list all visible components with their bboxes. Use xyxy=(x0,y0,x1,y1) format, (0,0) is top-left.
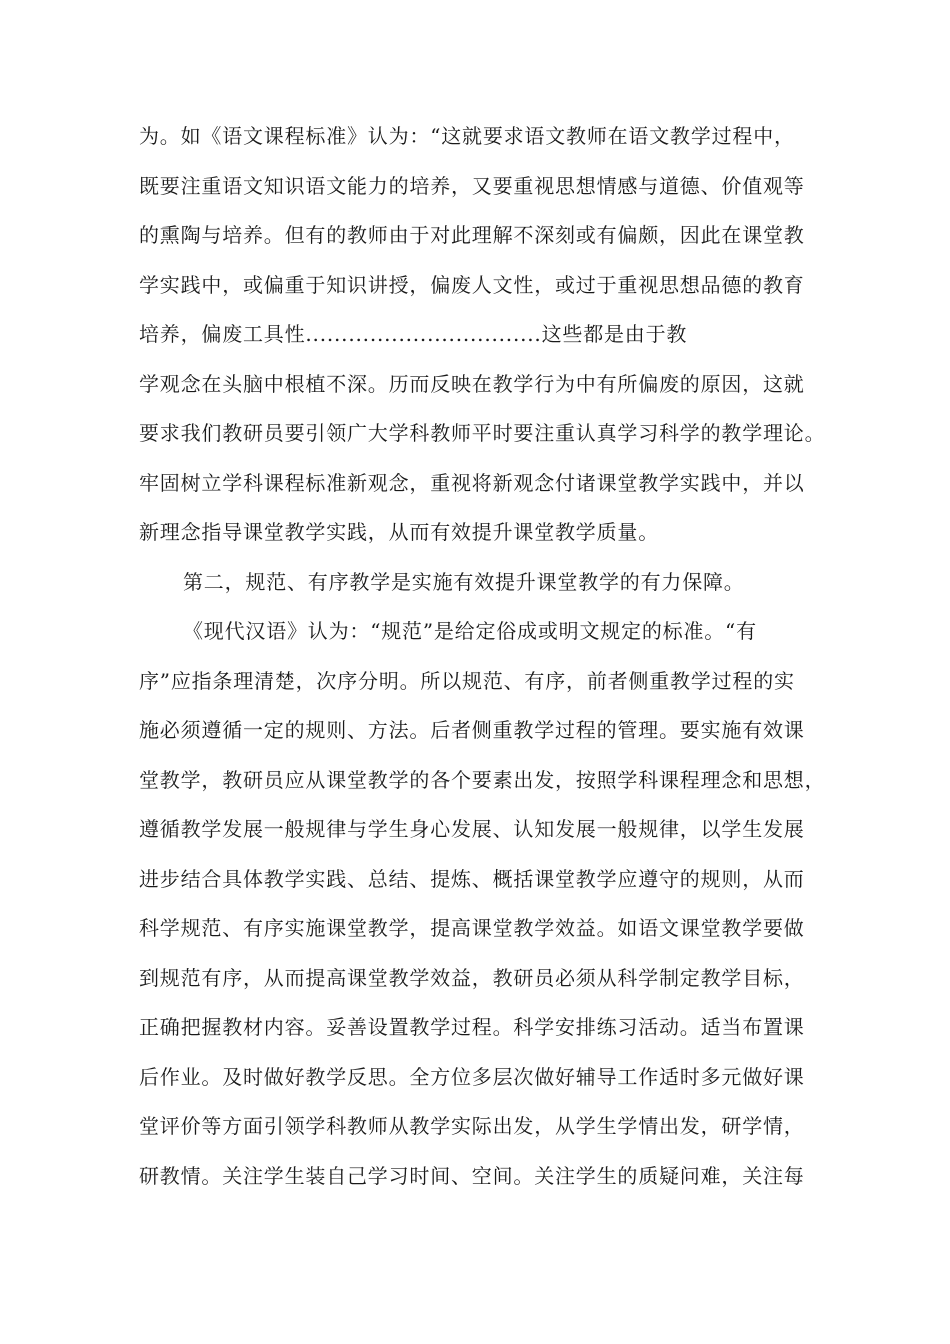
text-line: 学实践中，或偏重于知识讲授，偏废人文性，或过于重视思想品德的教育 xyxy=(139,272,805,297)
text-line: 要求我们教研员要引领广大学科教师平时要注重认真学习科学的教学理论。 xyxy=(139,421,826,445)
body-text xyxy=(139,112,829,1201)
text-line: 后作业。及时做好教学反思。全方位多层次做好辅导工作适时多元做好课 xyxy=(139,1064,805,1089)
text-line: 《现代汉语》认为：“规范”是给定俗成或明文规定的标准。“有 xyxy=(183,619,757,643)
text-line: 进步结合具体教学实践、总结、提炼、概括课堂教学应遵守的规则，从而 xyxy=(139,866,805,891)
text-line: 的熏陶与培养。但有的教师由于对此理解不深刻或有偏颇，因此在课堂教 xyxy=(139,223,805,247)
text-line: 既要注重语文知识语文能力的培养，又要重视思想情感与道德、价值观等 xyxy=(139,173,805,198)
text-line: 序”应指条理清楚，次序分明。所以规范、有序，前者侧重教学过程的实 xyxy=(139,668,795,693)
text-line: 学观念在头脑中根植不深。历而反映在教学行为中有所偏废的原因，这就 xyxy=(139,371,805,396)
text-line: 为。如《语文课程标准》认为：“这就要求语文教师在语文教学过程中， xyxy=(139,124,795,148)
text-line: 科学规范、有序实施课堂教学，提高课堂教学效益。如语文课堂教学要做 xyxy=(139,916,805,940)
text-line: 研教情。关注学生装自己学习时间、空间。关注学生的质疑问难，关注每 xyxy=(139,1163,805,1188)
text-line: 遵循教学发展一般规律与学生身心发展、认知发展一般规律，以学生发展 xyxy=(139,817,805,841)
section-heading: 第二，规范、有序教学是实施有效提升课堂教学的有力保障。 xyxy=(183,569,745,594)
text-line: 堂评价等方面引领学科教师从教学实际出发，从学生学情出发，研学情， xyxy=(139,1114,805,1138)
text-line: 到规范有序，从而提高课堂教学效益，教研员必须从科学制定教学目标， xyxy=(139,965,805,990)
text-line: 施必须遵循一定的规则、方法。后者侧重教学过程的管理。要实施有效课 xyxy=(139,718,805,742)
text-line: 培养，偏废工具性.................................这些都是由于教 xyxy=(139,322,688,346)
text-line: 新理念指导课堂教学实践，从而有效提升课堂教学质量。 xyxy=(139,520,659,544)
text-line: 正确把握教材内容。妥善设置教学过程。科学安排练习活动。适当布置课 xyxy=(139,1015,805,1039)
text-line: 牢固树立学科课程标准新观念，重视将新观念付诸课堂教学实践中，并以 xyxy=(139,470,805,495)
text-line: 堂教学，教研员应从课堂教学的各个要素出发，按照学科课程理念和思想， xyxy=(139,767,826,792)
